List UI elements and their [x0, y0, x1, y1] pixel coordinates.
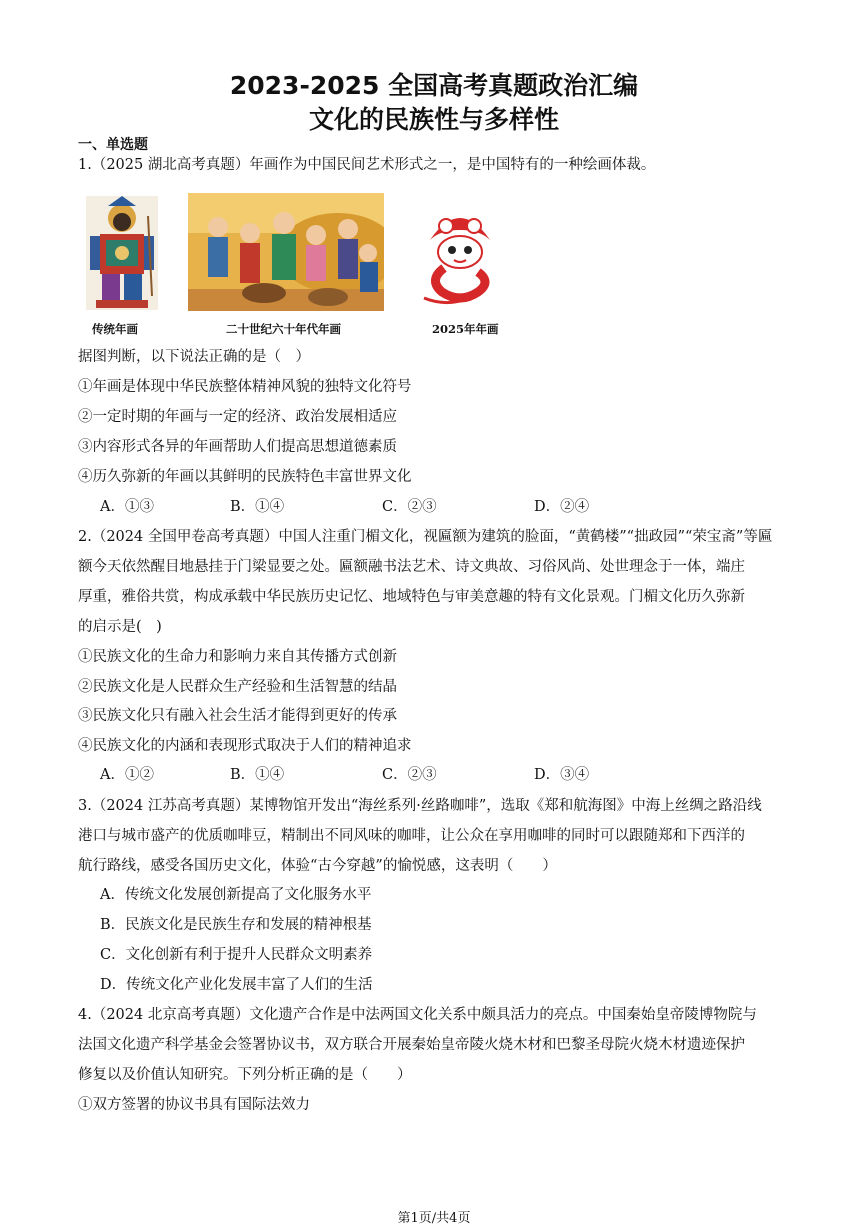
document-subtitle: 文化的民族性与多样性 — [308, 105, 559, 134]
q4-stem-line: 修复以及价值认知研究。下列分析正确的是（ ） — [78, 1067, 412, 1083]
q3-stem-line: 航行路线，感受各国历史文化，体验“古今穿越”的愉悦感，这表明（ ） — [78, 858, 557, 874]
q2-item: ③民族文化只有融入社会生活才能得到更好的传承 — [78, 708, 397, 724]
q1-item: ①年画是体现中华民族整体精神风貌的独特文化符号 — [78, 379, 412, 395]
q4-item: ①双方签署的协议书具有国际法效力 — [78, 1097, 310, 1113]
q2-stem-line: 2.（2024 全国甲卷高考真题）中国人注重门楣文化，视匾额为建筑的脸面，“黄鹤楼”“拙政园”“荣宝斋”等匾 — [78, 529, 773, 545]
q1-item: ④历久弥新的年画以其鲜明的民族特色丰富世界文化 — [78, 469, 412, 485]
q3-option-d: D．传统文化产业化发展丰富了人们的生活 — [100, 977, 373, 993]
q1-option-a: A．①③ — [100, 499, 154, 515]
sixties-new-year-painting-image — [188, 193, 384, 311]
document-title: 2023-2025 全国高考真题政治汇编 — [229, 71, 639, 100]
q2-item: ④民族文化的内涵和表现形式取决于人们的精神追求 — [78, 738, 412, 754]
q2-stem-line: 厚重，雅俗共赏，构成承载中华民族历史记忆、地域特色与审美意趣的特有文化景观。门楣文化历久弥新 — [78, 589, 745, 605]
q2-option-c: C．②③ — [382, 767, 437, 783]
q1-option-c: C．②③ — [382, 499, 437, 515]
q3-option-a: A．传统文化发展创新提高了文化服务水平 — [100, 887, 372, 903]
traditional-new-year-painting-image — [86, 196, 158, 310]
q2-item: ②民族文化是人民群众生产经验和生活智慧的结晶 — [78, 679, 397, 695]
q1-item: ②一定时期的年画与一定的经济、政治发展相适应 — [78, 409, 397, 425]
q2-option-b: B．①④ — [230, 767, 285, 783]
q4-stem-line: 4.（2024 北京高考真题）文化遗产合作是中法两国文化关系中颇具活力的亮点。中国秦始皇帝陵博物院与 — [78, 1007, 757, 1023]
q1-option-d: D．②④ — [534, 499, 590, 515]
image-caption-sixties: 二十世纪六十年代年画 — [226, 322, 341, 336]
q3-stem-line: 3.（2024 江苏高考真题）某博物馆开发出“海丝系列·丝路咖啡”，选取《郑和航海图》中海上丝绸之路沿线 — [78, 798, 762, 814]
snake-year-painting-image — [414, 200, 506, 308]
q1-stem: 1.（2025 湖北高考真题）年画作为中国民间艺术形式之一，是中国特有的一种绘画体裁。 — [78, 157, 656, 173]
section-heading: 一、单选题 — [78, 137, 148, 153]
q2-stem-line: 的启示是( ) — [78, 619, 162, 635]
q4-stem-line: 法国文化遗产科学基金会签署协议书，双方联合开展秦始皇帝陵火烧木材和巴黎圣母院火烧木材遗迹保护 — [78, 1037, 745, 1053]
q2-option-a: A．①② — [100, 767, 154, 783]
q2-option-d: D．③④ — [534, 767, 590, 783]
q3-stem-line: 港口与城市盛产的优质咖啡豆，精制出不同风味的咖啡，让公众在享用咖啡的同时可以跟随郑和下西洋的 — [78, 828, 745, 844]
image-caption-2025: 2025年年画 — [432, 322, 499, 336]
q3-option-c: C．文化创新有利于提升人民群众文明素养 — [100, 947, 373, 963]
q2-item: ①民族文化的生命力和影响力来自其传播方式创新 — [78, 649, 397, 665]
q3-option-b: B．民族文化是民族生存和发展的精神根基 — [100, 917, 372, 933]
q1-prompt: 据图判断，以下说法正确的是（ ） — [78, 349, 310, 365]
q2-stem-line: 额今天依然醒目地悬挂于门梁显要之处。匾额融书法艺术、诗文典故、习俗风尚、处世理念于一体，端庄 — [78, 559, 745, 575]
page-number-footer: 第1页/共4页 — [397, 1211, 471, 1226]
image-caption-traditional: 传统年画 — [92, 322, 138, 336]
q1-item: ③内容形式各异的年画帮助人们提高思想道德素质 — [78, 439, 397, 455]
q1-option-b: B．①④ — [230, 499, 285, 515]
